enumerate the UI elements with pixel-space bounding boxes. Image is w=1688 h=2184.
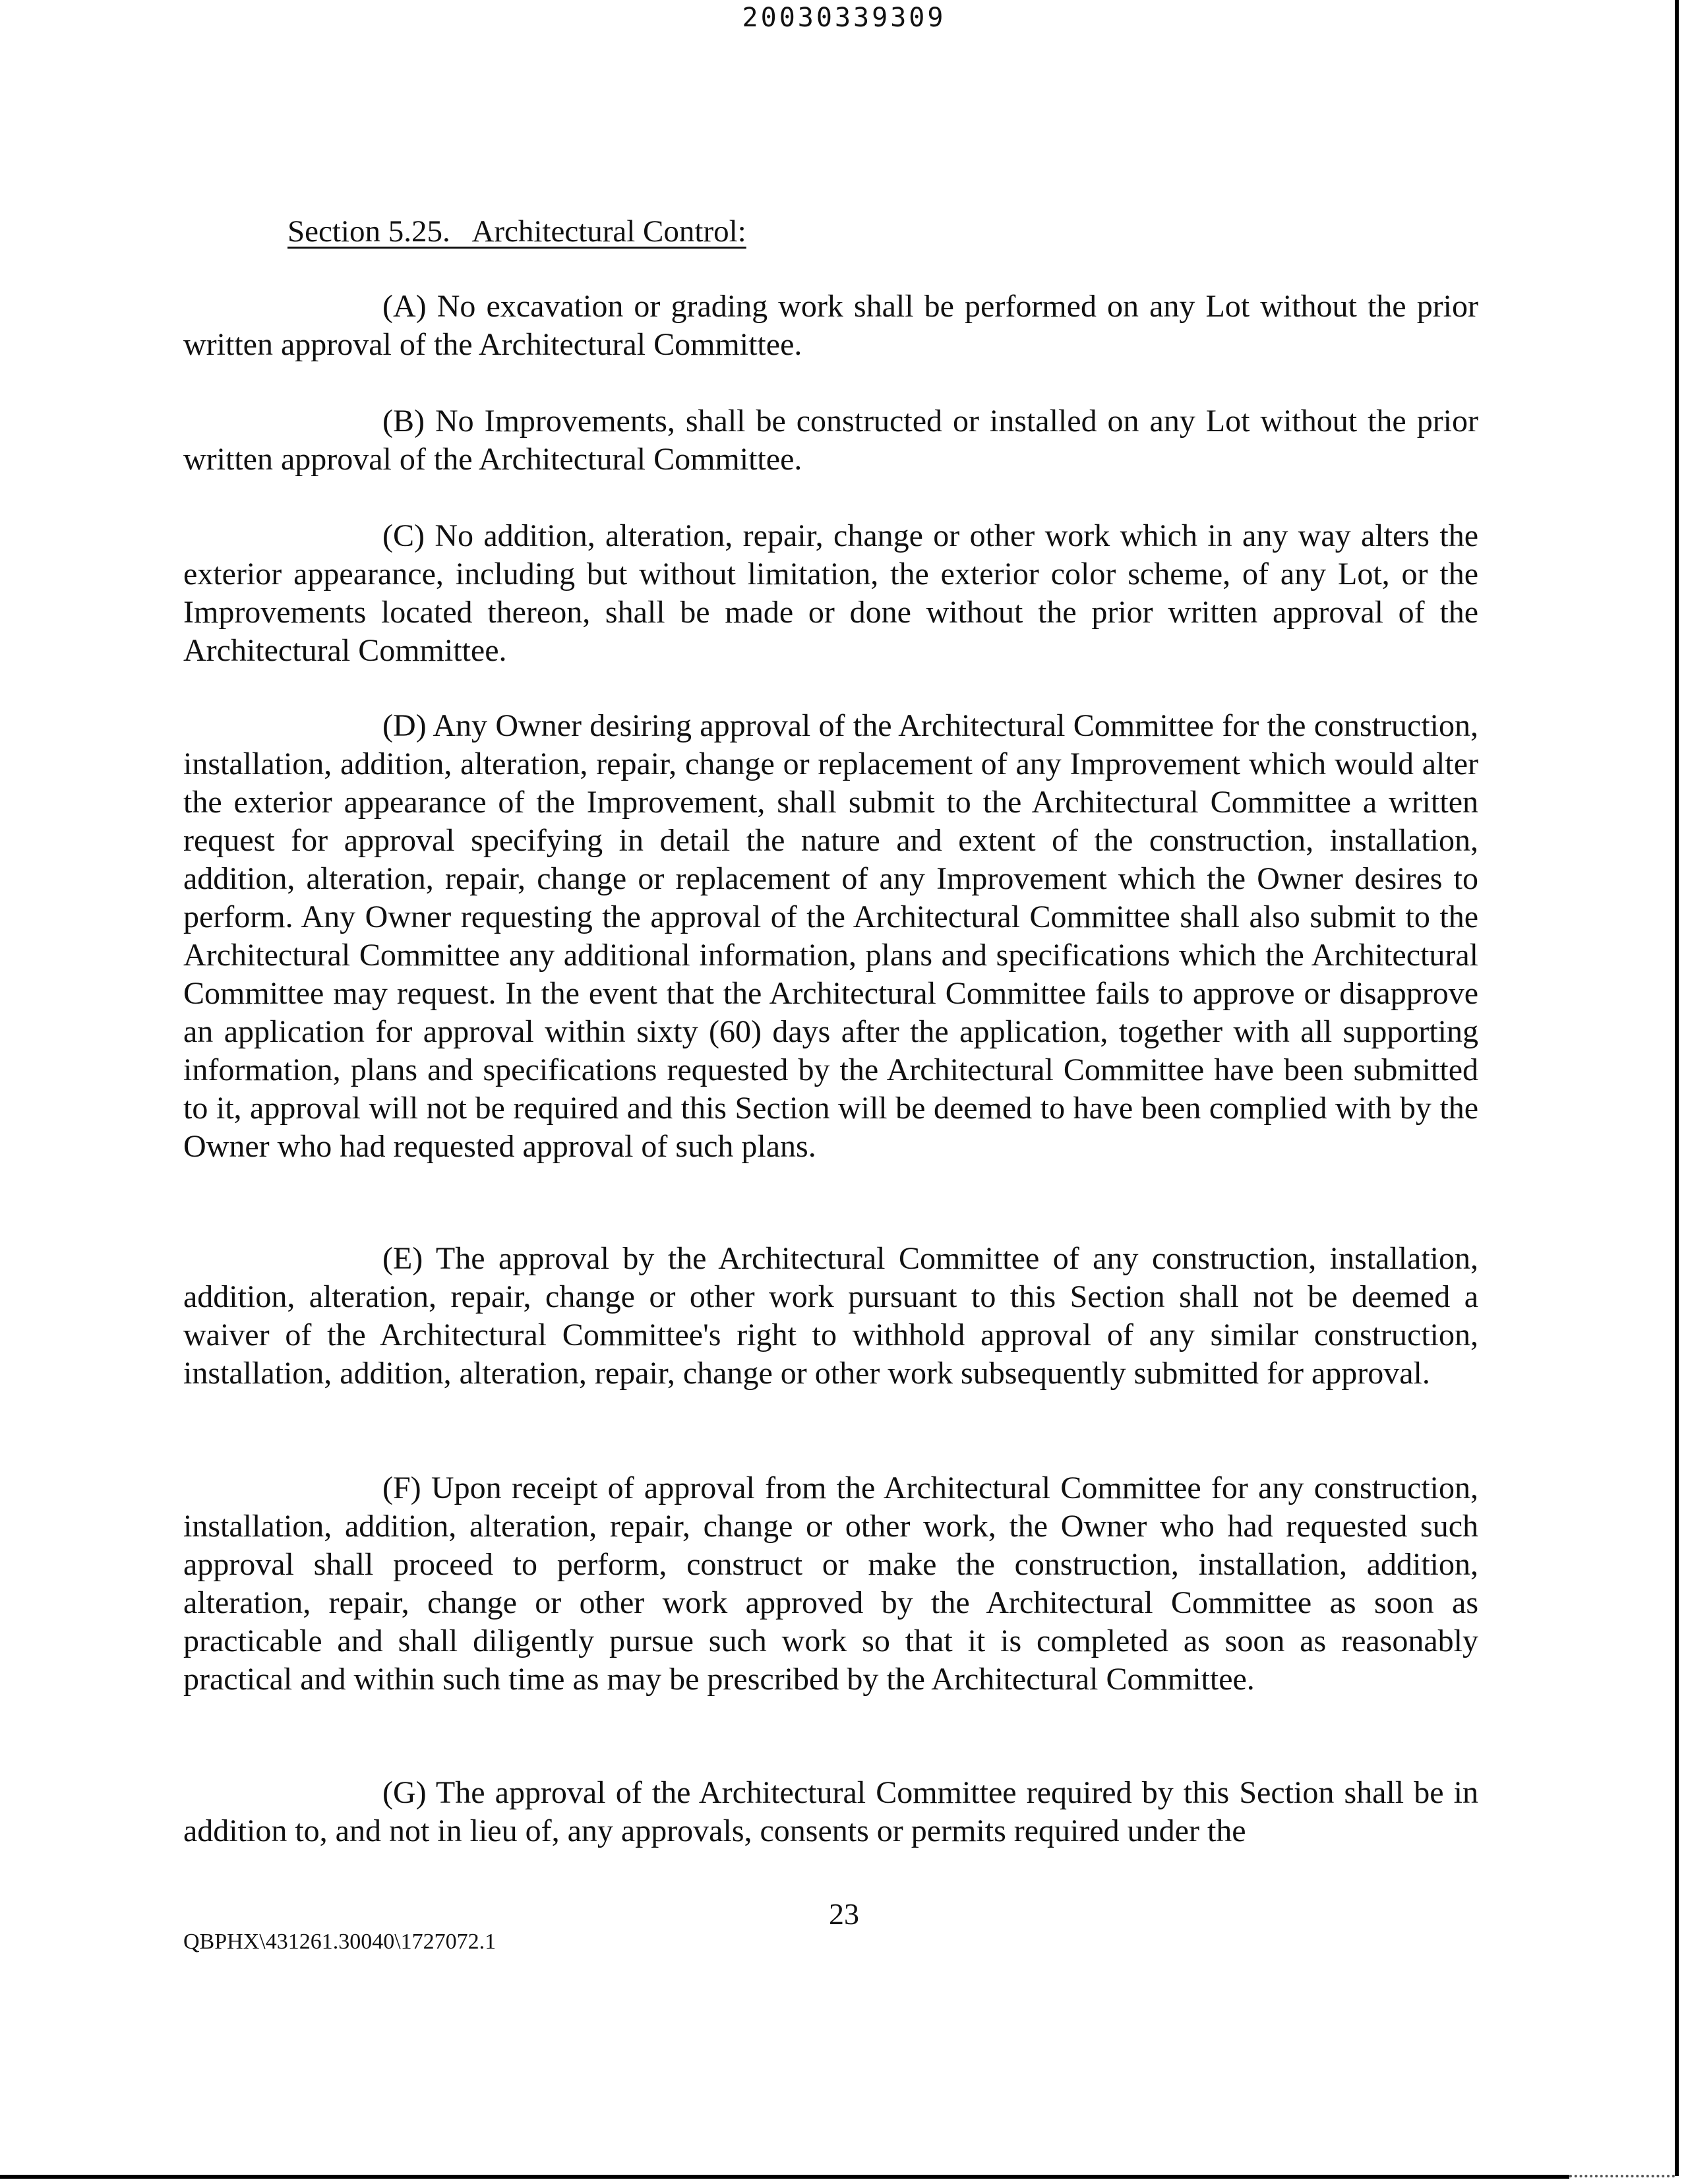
document-number: 20030339309: [742, 3, 946, 33]
paragraph-c: (C) No addition, alteration, repair, change or other work which in any way alters the exterior appearance, including but without limitation, the exterior color scheme, of any Lot, or the Improvements located thereon, shall be made or done without the prior written approval of the Architectural Committee.: [183, 518, 1478, 668]
right-border-line: [1675, 0, 1679, 2176]
paragraph-a: (A) No excavation or grading work shall be performed on any Lot without the prior written approval of the Architectural Committee.: [183, 289, 1478, 362]
paragraph-b: (B) No Improvements, shall be constructed or installed on any Lot without the prior written approval of the Architectural Committee.: [183, 404, 1478, 477]
paragraph-g: (G) The approval of the Architectural Committee required by this Section shall be in addition to, and not in lieu of, any approvals, consents or permits required under the: [183, 1775, 1478, 1848]
bottom-border-line: [0, 2175, 1569, 2179]
paragraph-d: (D) Any Owner desiring approval of the Architectural Committee for the construction, installation, addition, alteration, repair, change or replacement of any Improvement which would alter the exterior appearance of the Improvement, shall submit to the Architectural Committee a written request for approval specifying in detail the nature and extent of the construction, installation, addition, alteration, repair, change or replacement of any Improvement which the Owner desires to perform. Any Owner requesting the approval of the Architectural Committee shall also submit to the Architectural Committee any additional information, plans and specifications which the Architectural Committee may request. In the event that the Architectural Committee fails to approve or disapprove an application for approval within sixty (60) days after the application, together with all supporting information, plans and specifications requested by the Architectural Committee have been submitted to it, approval will not be required and this Section will be deemed to have been complied with by the Owner who had requested approval of such plans.: [183, 708, 1478, 1164]
page-number: 23: [829, 1897, 859, 1931]
paragraph-f: (F) Upon receipt of approval from the Architectural Committee for any construction, installation, addition, alteration, repair, change or other work, the Owner who had requested such approval shall proceed to perform, construct or make the construction, installation, addition, alteration, repair, change or other work approved by the Architectural Committee as soon as practicable and shall diligently pursue such work so that it is completed as soon as reasonably practical and within such time as may be prescribed by the Architectural Committee.: [183, 1471, 1478, 1697]
bottom-dotted-line: [1569, 2175, 1675, 2177]
paragraph-e: (E) The approval by the Architectural Committee of any construction, installation, addition, alteration, repair, change or other work pursuant to this Section shall not be deemed a waiver of the Architectural Committee's right to withhold approval of any similar construction, installation, addition, alteration, repair, change or other work subsequently submitted for approval.: [183, 1241, 1478, 1391]
footer-document-code: QBPHX\431261.30040\1727072.1: [183, 1929, 497, 1954]
section-heading: Section 5.25. Architectural Control:: [287, 214, 746, 249]
